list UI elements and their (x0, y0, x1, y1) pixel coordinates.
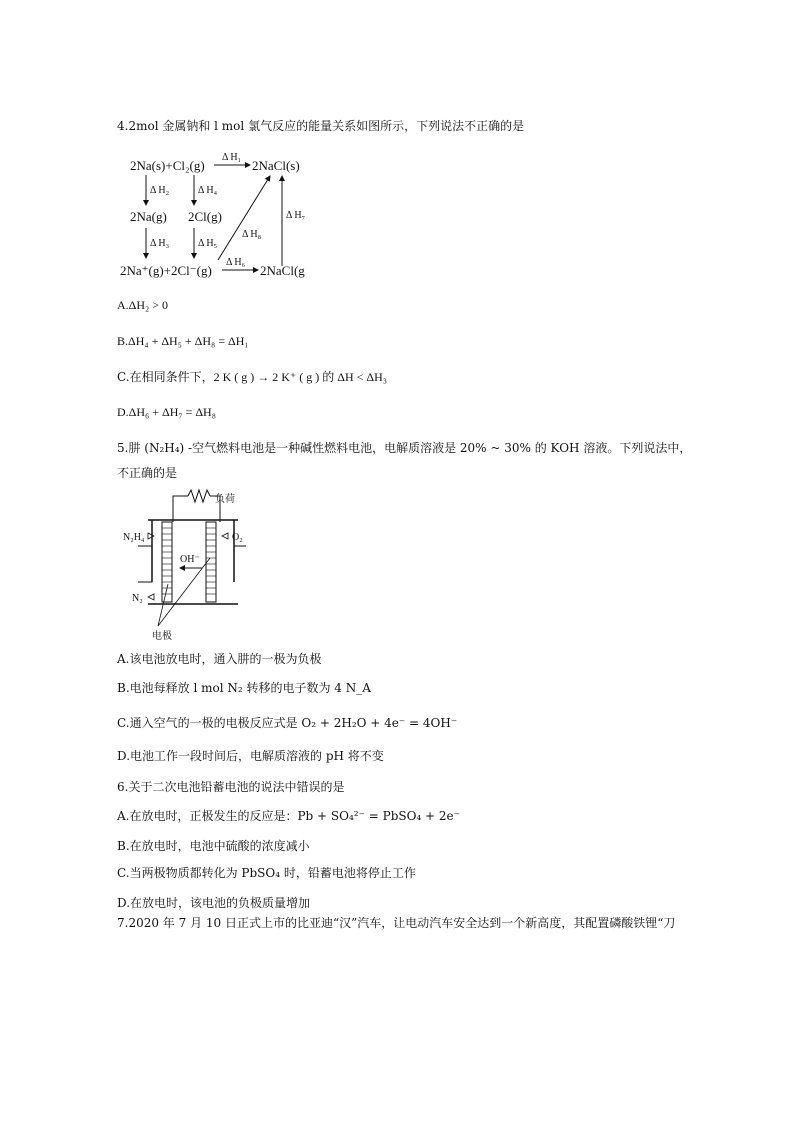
q5-stem-line2: 不正确的是 (117, 466, 178, 480)
electrode-label: 电极 (152, 631, 172, 641)
load-label: 负荷 (215, 494, 235, 505)
species-cl-g: 2Cl(g) (188, 209, 222, 224)
n2-outlet-icon (148, 594, 154, 600)
q6-option-a: A.在放电时，正极发生的反应是：Pb + SO₄²⁻ = PbSO₄ + 2e⁻ (117, 809, 460, 823)
q4-option-b: B.ΔH₄ + ΔH₅ + ΔH₈ = ΔH₁ (117, 334, 249, 348)
label-dh3: Δ H₃ (150, 238, 170, 249)
q4-stem: 4.2mol 金属钠和 l mol 氯气反应的能量关系如图所示，下列说法不正确的是 (117, 119, 525, 133)
label-dh8: Δ H₈ (242, 229, 262, 240)
q5-option-c: C.通入空气的一极的电极反应式是 O₂ + 2H₂O + 4e⁻ = 4OH⁻ (117, 716, 458, 730)
product-nacl-g: 2NaCl(g (260, 263, 305, 278)
load-resistor (188, 490, 210, 502)
q4-option-c-prefix: C.在相同条件下， (117, 370, 214, 384)
q4-option-c (117, 370, 387, 384)
arrow-dh8 (218, 176, 270, 260)
o2-label: O₂ (232, 532, 243, 543)
q5-option-a: A.该电池放电时，通入肼的一极为负极 (117, 652, 322, 666)
species-na-g: 2Na(g) (130, 209, 167, 224)
product-nacl-s: 2NaCl(s) (252, 158, 300, 173)
ions-gas: 2Na⁺(g)+2Cl⁻(g) (120, 263, 212, 278)
q5-option-b: B.电池每释放 l mol N₂ 转移的电子数为 4 N_A (117, 681, 371, 695)
q7-stem: 7.2020 年 7 月 10 日正式上市的比亚迪“汉”汽车，让电动汽车安全达到一个新高度，其配置磷酸铁锂“刀 (117, 916, 676, 930)
q5-stem-line1: 5.肼 (N₂H₄) -空气燃料电池是一种碱性燃料电池，电解质溶液是 20% ~ 30% 的 KOH 溶液。下列说法中， (117, 441, 692, 455)
label-dh2: Δ H₂ (150, 185, 170, 196)
q5-option-d: D.电池工作一段时间后，电解质溶液的 pH 将不变 (117, 749, 384, 763)
q4-option-d: D.ΔH₆ + ΔH₇ = ΔH₈ (117, 405, 216, 419)
o2-inlet-icon (222, 533, 228, 539)
n2-label: N₂ (132, 593, 143, 604)
label-dh6: Δ H₆ (226, 257, 246, 268)
energy-cycle-diagram (118, 148, 328, 280)
q4-option-c-formula: 2 K ( g ) → 2 K⁺ ( g ) 的 ΔH < ΔH₃ (213, 370, 387, 384)
q6-stem: 6.关于二次电池铅蓄电池的说法中错误的是 (117, 780, 345, 794)
label-dh4: Δ H₄ (198, 185, 218, 196)
label-dh7: Δ H₇ (286, 210, 306, 221)
q6-option-b: B.在放电时，电池中硫酸的浓度减小 (117, 839, 310, 853)
label-dh1: Δ H₁ (222, 152, 242, 163)
fuel-cell-diagram (118, 486, 248, 641)
label-dh5: Δ H₅ (198, 238, 218, 249)
q6-option-c: C.当两极物质都转化为 PbSO₄ 时，铅蓄电池将停止工作 (117, 866, 416, 880)
q6-option-d: D.在放电时，该电池的负极质量增加 (117, 896, 311, 910)
oh-label: OH⁻ (180, 554, 200, 565)
n2h4-label: N₂H₄ (123, 532, 145, 543)
n2h4-inlet-icon (148, 533, 154, 539)
q4-option-a: A.ΔH₂ > 0 (117, 298, 168, 312)
reactant-na-cl2: 2Na(s)+Cl₂(g) (130, 158, 205, 173)
